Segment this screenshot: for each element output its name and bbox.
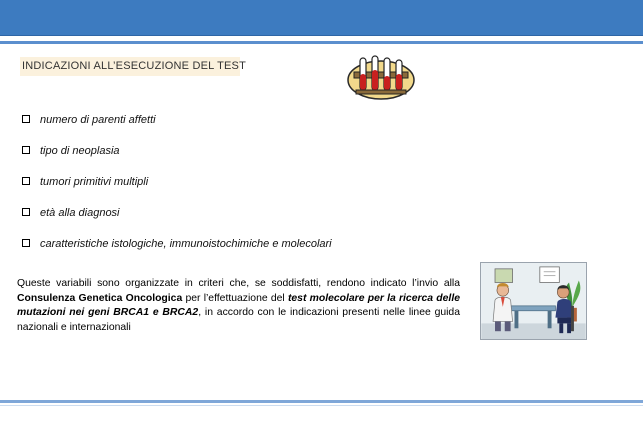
paragraph-text: , in accordo con le indicazioni presenti nelle linee guida nazionali e internazionali: [17, 307, 460, 333]
test-tubes-icon: [346, 52, 416, 102]
checkbox-bullet-icon: [22, 115, 30, 123]
criterion-text: numero di parenti affetti: [40, 113, 156, 126]
list-item: [22, 104, 462, 135]
criterion-text: tumori primitivi multipli: [40, 175, 149, 188]
list-item: [22, 197, 462, 228]
list-item: [22, 135, 462, 166]
emphasis-consulenza: Consulenza Genetica Oncologica: [17, 292, 183, 304]
header-rule: [0, 41, 643, 44]
criterion-text: caratteristiche istologiche, immunoistochimiche e molecolari: [40, 237, 332, 250]
section-heading: INDICAZIONI ALL’ESECUZIONE DEL TEST: [20, 57, 240, 76]
footer-rule-thin: [0, 405, 643, 406]
checkbox-bullet-icon: [22, 239, 30, 247]
doctor-consultation-clipart: [480, 262, 587, 340]
paragraph-text: Queste variabili sono organizzate in criteri che, se soddisfatti, rendono indicato l’invio alla: [17, 278, 460, 289]
list-item: [22, 166, 462, 197]
checkbox-bullet-icon: [22, 208, 30, 216]
emphasis-test: test molecolare per la ricerca delle mutazioni nei geni BRCA1 e BRCA2: [17, 292, 460, 319]
criterion-text: età alla diagnosi: [40, 206, 120, 219]
list-item: [22, 228, 462, 259]
checkbox-bullet-icon: [22, 146, 30, 154]
criteria-list: [22, 104, 462, 259]
header-band: [0, 0, 643, 36]
body-paragraph: [17, 277, 460, 335]
footer-rule: [0, 400, 643, 403]
checkbox-bullet-icon: [22, 177, 30, 185]
criterion-text: tipo di neoplasia: [40, 144, 120, 157]
paragraph-text: per l’effettuazione del: [182, 292, 288, 304]
